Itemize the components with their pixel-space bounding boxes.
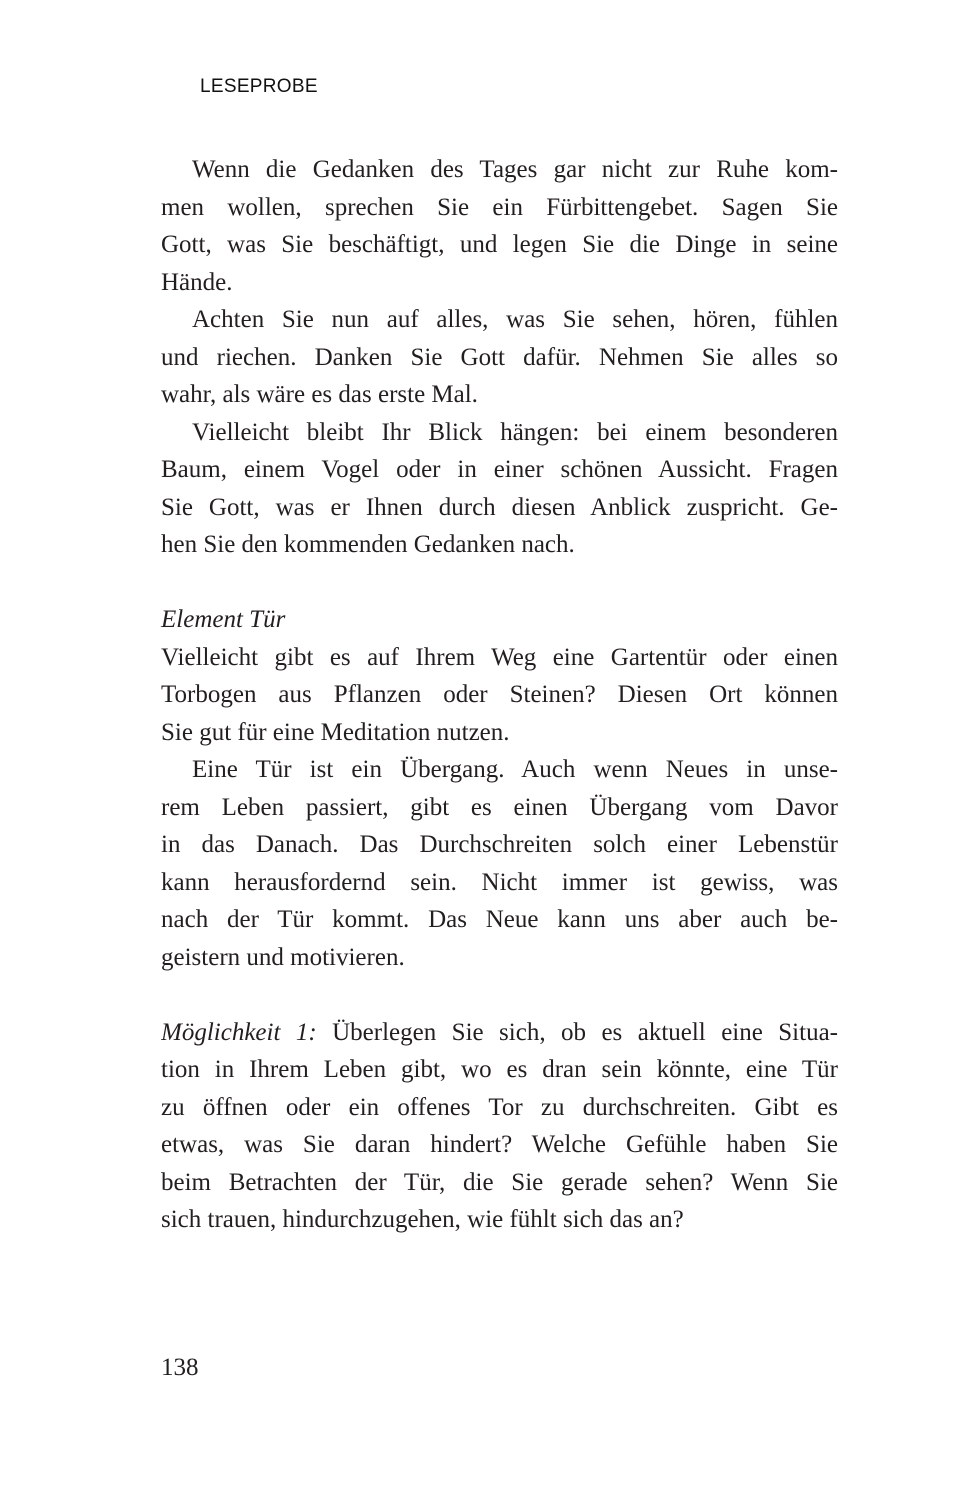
text-line xyxy=(161,639,838,677)
text-line xyxy=(161,1089,838,1127)
line-text: Wenn die Gedanken des Tages gar nicht zur Ruhe kom- xyxy=(192,156,838,183)
text-line xyxy=(161,789,838,827)
line-text: Sie gut für eine Meditation nutzen. xyxy=(161,718,510,746)
line-text: zu öffnen oder ein offenes Tor zu durchschreiten. Gibt es xyxy=(161,1093,838,1121)
italic-heading: Element Tür xyxy=(161,606,286,633)
line-text: hen Sie den kommenden Gedanken nach. xyxy=(161,531,575,558)
line-text: Eine Tür ist ein Übergang. Auch wenn Neues in unse- xyxy=(192,756,838,783)
text-line xyxy=(161,264,838,302)
text-line xyxy=(161,1164,838,1202)
body-text xyxy=(161,151,838,1239)
line-text: beim Betrachten der Tür, die Sie gerade sehen? Wenn Sie xyxy=(161,1168,838,1196)
running-header: LESEPROBE xyxy=(200,76,318,97)
line-text: etwas, was Sie daran hindert? Welche Gefühle haben Sie xyxy=(161,1131,838,1158)
text-line xyxy=(161,601,838,639)
line-text: Sie Gott, was er Ihnen durch diesen Anblick zuspricht. Ge- xyxy=(161,493,838,521)
line-text: nach der Tür kommt. Das Neue kann uns aber auch be- xyxy=(161,906,838,933)
text-line xyxy=(161,1201,838,1239)
line-text: Baum, einem Vogel oder in einer schönen Aussicht. Fragen xyxy=(161,456,838,483)
line-text: Hände. xyxy=(161,268,233,296)
text-line xyxy=(161,226,838,264)
text-line xyxy=(161,489,838,527)
text-line xyxy=(161,301,838,339)
line-text: Vielleicht bleibt Ihr Blick hängen: bei einem besonderen xyxy=(192,418,838,446)
line-text: Vielleicht gibt es auf Ihrem Weg eine Gartentür oder einen xyxy=(161,643,838,671)
text-line xyxy=(161,1014,838,1052)
text-line xyxy=(161,901,838,939)
text-line xyxy=(161,864,838,902)
line-text: Achten Sie nun auf alles, was Sie sehen, hören, fühlen xyxy=(192,306,838,333)
italic-heading: Möglichkeit 1: xyxy=(161,1018,317,1046)
line-text: in das Danach. Das Durchschreiten solch einer Lebenstür xyxy=(161,831,838,858)
line-text: wahr, als wäre es das erste Mal. xyxy=(161,381,478,408)
text-line xyxy=(161,414,838,452)
text-line xyxy=(161,676,838,714)
line-text: Überlegen Sie sich, ob es aktuell eine Situa- xyxy=(316,1018,838,1046)
line-text: und riechen. Danken Sie Gott dafür. Nehmen Sie alles so xyxy=(161,343,838,371)
text-line xyxy=(161,1051,838,1089)
text-line xyxy=(161,1126,838,1164)
page-number: 138 xyxy=(161,1354,199,1381)
line-text: rem Leben passiert, gibt es einen Übergang vom Davor xyxy=(161,793,838,821)
line-text: Torbogen aus Pflanzen oder Steinen? Diesen Ort können xyxy=(161,681,838,708)
text-line xyxy=(161,751,838,789)
text-line xyxy=(161,526,838,564)
line-text: sich trauen, hindurchzugehen, wie fühlt sich das an? xyxy=(161,1206,684,1233)
text-line xyxy=(161,376,838,414)
text-line xyxy=(161,151,838,189)
line-text: tion in Ihrem Leben gibt, wo es dran sein könnte, eine Tür xyxy=(161,1056,838,1083)
blank-line xyxy=(161,976,838,1014)
text-line xyxy=(161,826,838,864)
text-line xyxy=(161,451,838,489)
line-text: men wollen, sprechen Sie ein Fürbittengebet. Sagen Sie xyxy=(161,193,838,221)
text-line xyxy=(161,939,838,977)
text-line xyxy=(161,714,838,752)
text-line xyxy=(161,339,838,377)
blank-line xyxy=(161,564,838,602)
line-text: Gott, was Sie beschäftigt, und legen Sie die Dinge in seine xyxy=(161,231,838,258)
text-line xyxy=(161,189,838,227)
line-text: kann herausfordernd sein. Nicht immer ist gewiss, was xyxy=(161,868,838,896)
line-text: geistern und motivieren. xyxy=(161,943,405,971)
